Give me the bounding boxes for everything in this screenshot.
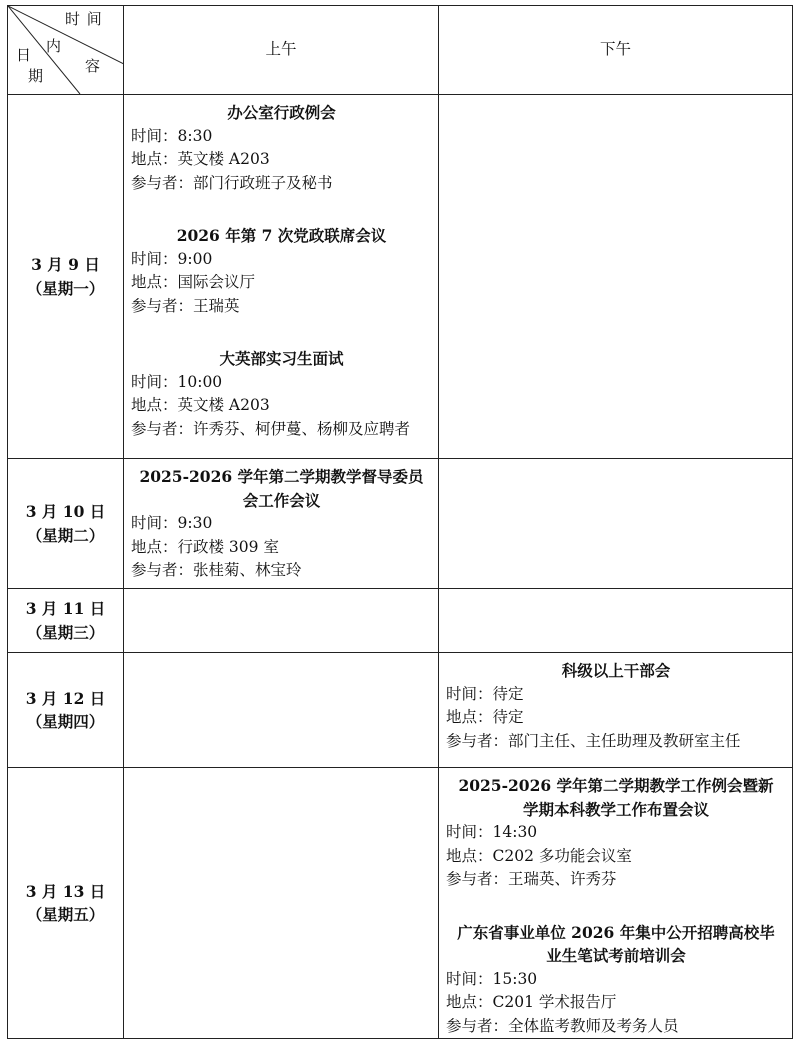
event-attendees: 参与者：王瑞英 — [131, 296, 240, 315]
morning-cell — [124, 459, 439, 589]
weekday-label: （星期一） — [26, 278, 105, 298]
afternoon-cell — [439, 653, 793, 768]
event-block — [124, 95, 438, 195]
event-title: 2025-2026 学年第二学期教学督导委员会工作会议 — [139, 467, 424, 510]
day-row — [8, 653, 793, 768]
corner-date-label-1: 日 — [16, 46, 32, 64]
event-place: 地点：C201 学术报告厅 — [446, 993, 617, 1011]
event-place: 地点：英文楼 A203 — [131, 396, 270, 414]
day-row — [8, 768, 793, 1039]
event-title: 2026 年第 7 次党政联席会议 — [176, 226, 387, 245]
morning-cell — [124, 768, 439, 1039]
event-title: 科级以上干部会 — [561, 661, 671, 680]
afternoon-cell — [439, 768, 793, 1039]
event-attendees: 参与者：全体监考教师及考务人员 — [446, 1016, 679, 1035]
afternoon-cell — [439, 589, 793, 653]
event-place: 地点：国际会议厅 — [131, 273, 256, 291]
event-title: 2025-2026 学年第二学期教学工作例会暨新学期本科教学工作布置会议 — [458, 776, 774, 819]
header-row — [8, 6, 793, 95]
event-block — [124, 341, 438, 441]
event-block — [439, 768, 792, 892]
corner-date-label-2: 期 — [28, 67, 44, 85]
day-row — [8, 95, 793, 459]
date-cell — [8, 95, 124, 459]
date-label: 3 月 11 日 — [25, 599, 106, 618]
event-time: 时间：10:00 — [131, 372, 223, 391]
corner-content-label-2: 容 — [85, 57, 101, 75]
morning-cell — [124, 95, 439, 459]
weekday-label: （星期五） — [26, 905, 105, 924]
event-time: 时间：15:30 — [446, 969, 538, 988]
afternoon-cell — [439, 459, 793, 589]
afternoon-header: 下午 — [439, 6, 793, 95]
date-label: 3 月 13 日 — [25, 881, 106, 901]
corner-header — [8, 6, 124, 94]
date-cell — [8, 768, 124, 1039]
event-time: 时间：9:30 — [131, 514, 213, 532]
event-place: 地点：待定 — [446, 708, 524, 726]
event-title: 广东省事业单位 2026 年集中公开招聘高校毕业生笔试考前培训会 — [457, 922, 775, 965]
afternoon-cell — [439, 95, 793, 459]
corner-time-label: 时 间 — [65, 10, 103, 28]
day-row — [8, 589, 793, 653]
event-attendees: 参与者：张桂菊、林宝玲 — [131, 561, 302, 579]
event-place: 地点：C202 多功能会议室 — [446, 846, 632, 865]
date-cell — [8, 459, 124, 589]
corner-content-label-1: 内 — [46, 37, 62, 55]
event-block — [124, 218, 438, 318]
weekday-label: （星期四） — [26, 712, 105, 731]
event-attendees: 参与者：王瑞英、许秀芬 — [446, 870, 617, 888]
date-label: 3 月 9 日 — [31, 255, 100, 274]
morning-header: 上午 — [124, 6, 439, 95]
date-cell — [8, 653, 124, 768]
event-block — [439, 915, 792, 1039]
morning-cell — [124, 589, 439, 653]
date-label: 3 月 10 日 — [25, 502, 106, 521]
schedule-table — [7, 5, 793, 1039]
date-label: 3 月 12 日 — [25, 688, 106, 708]
weekday-label: （星期二） — [26, 525, 105, 545]
event-block — [439, 653, 792, 753]
event-time: 时间：14:30 — [446, 823, 538, 841]
event-attendees: 参与者：部门主任、主任助理及教研室主任 — [446, 731, 741, 750]
event-time: 时间：待定 — [446, 684, 524, 703]
event-time: 时间：9:00 — [131, 249, 213, 268]
date-cell — [8, 589, 124, 653]
event-place: 地点：行政楼 309 室 — [131, 537, 279, 556]
event-time: 时间：8:30 — [131, 126, 213, 145]
corner-header-cell — [8, 6, 124, 95]
event-attendees: 参与者：部门行政班子及秘书 — [131, 173, 333, 192]
weekday-label: （星期三） — [26, 622, 105, 642]
event-place: 地点：英文楼 A203 — [131, 150, 270, 168]
event-title: 办公室行政例会 — [227, 103, 336, 122]
event-attendees: 参与者：许秀芬、柯伊蔓、杨柳及应聘者 — [131, 419, 411, 438]
event-title: 大英部实习生面试 — [219, 349, 344, 368]
event-block — [124, 459, 438, 583]
morning-cell — [124, 653, 439, 768]
day-row — [8, 459, 793, 589]
